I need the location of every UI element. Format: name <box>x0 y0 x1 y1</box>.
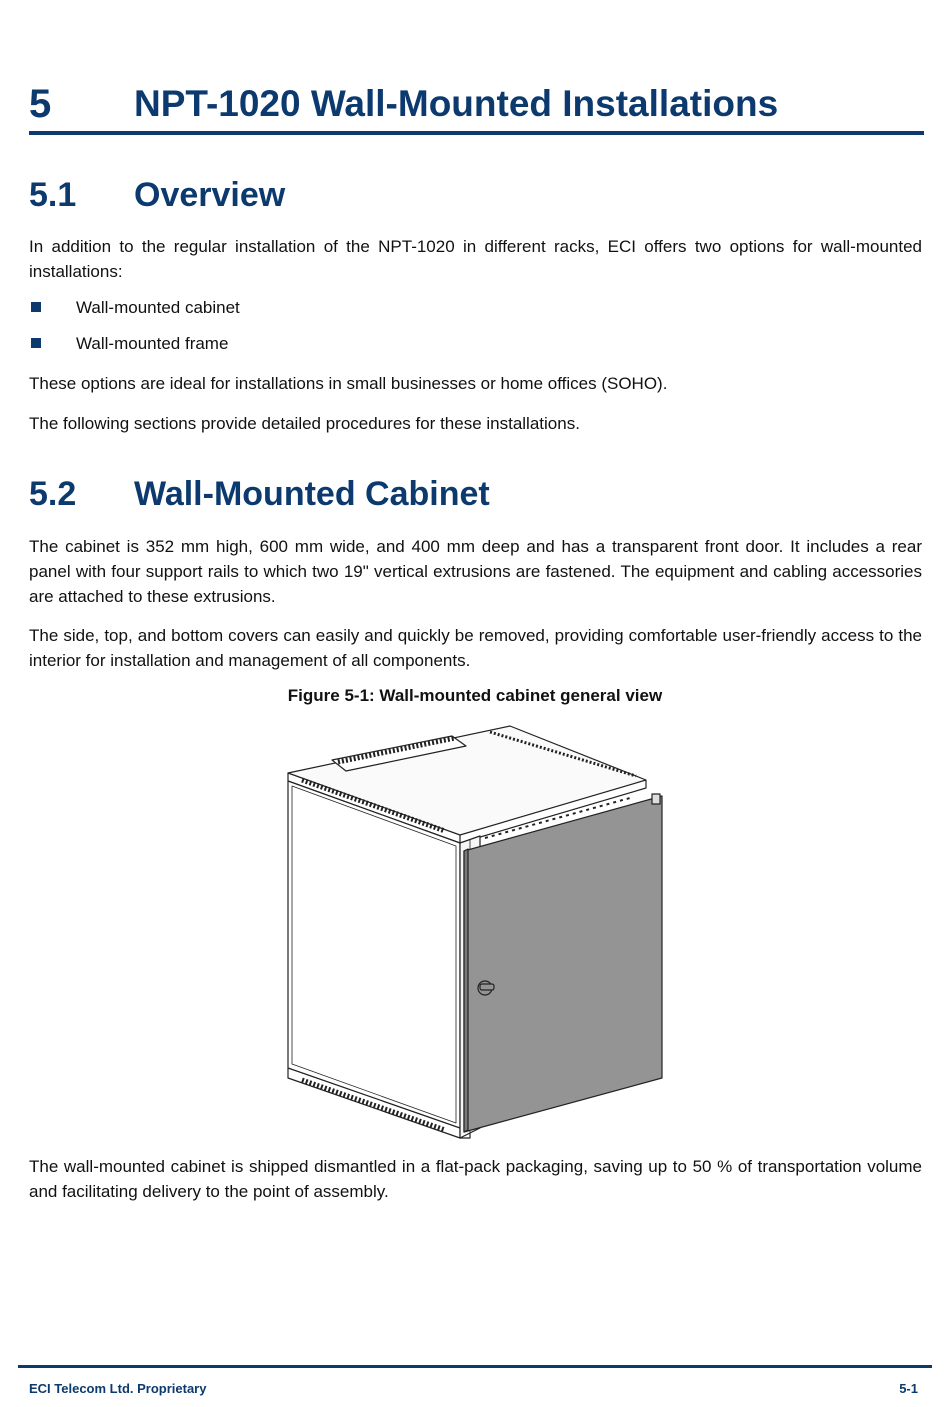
overview-intro-paragraph: In addition to the regular installation of the NPT-1020 in different racks, ECI offers two options for wall-mounted installations: <box>29 237 922 281</box>
bullet-item-cabinet: Wall-mounted cabinet <box>76 298 240 317</box>
bullet-square-icon <box>31 302 41 312</box>
bullet-item-frame: Wall-mounted frame <box>76 334 229 353</box>
chapter-divider <box>29 131 924 135</box>
cabinet-illustration <box>280 718 670 1148</box>
bullet-square-icon <box>31 338 41 348</box>
chapter-title: NPT-1020 Wall-Mounted Installations <box>134 83 779 124</box>
overview-paragraph-sections: The following sections provide detailed procedures for these installations. <box>29 414 580 433</box>
cabinet-covers-paragraph: The side, top, and bottom covers can easily and quickly be removed, providing comfortable user-friendly access to the interior for installation and management of all components. <box>29 626 922 670</box>
cabinet-shipping-paragraph: The wall-mounted cabinet is shipped dismantled in a flat-pack packaging, saving up to 50 % of transportation volume and facilitating delivery to the point of assembly. <box>29 1157 922 1201</box>
footer-page-number: 5-1 <box>899 1381 918 1396</box>
section-number-cabinet: 5.2 <box>29 475 77 513</box>
footer-divider <box>18 1365 932 1368</box>
figure-caption: Figure 5-1: Wall-mounted cabinet general view <box>287 686 663 705</box>
cabinet-dimensions-paragraph: The cabinet is 352 mm high, 600 mm wide, and 400 mm deep and has a transparent front door. It includes a rear panel with four support rails to which two 19" vertical extrusions are fastened. The equipment and cabling accessories are attached to these extrusions. <box>29 537 922 606</box>
chapter-number: 5 <box>29 82 52 126</box>
section-title-cabinet: Wall-Mounted Cabinet <box>134 475 490 513</box>
section-number-overview: 5.1 <box>29 176 77 214</box>
footer-company: ECI Telecom Ltd. Proprietary <box>29 1381 207 1396</box>
overview-paragraph-soho: These options are ideal for installations in small businesses or home offices (SOHO). <box>29 374 668 393</box>
section-title-overview: Overview <box>134 176 286 214</box>
